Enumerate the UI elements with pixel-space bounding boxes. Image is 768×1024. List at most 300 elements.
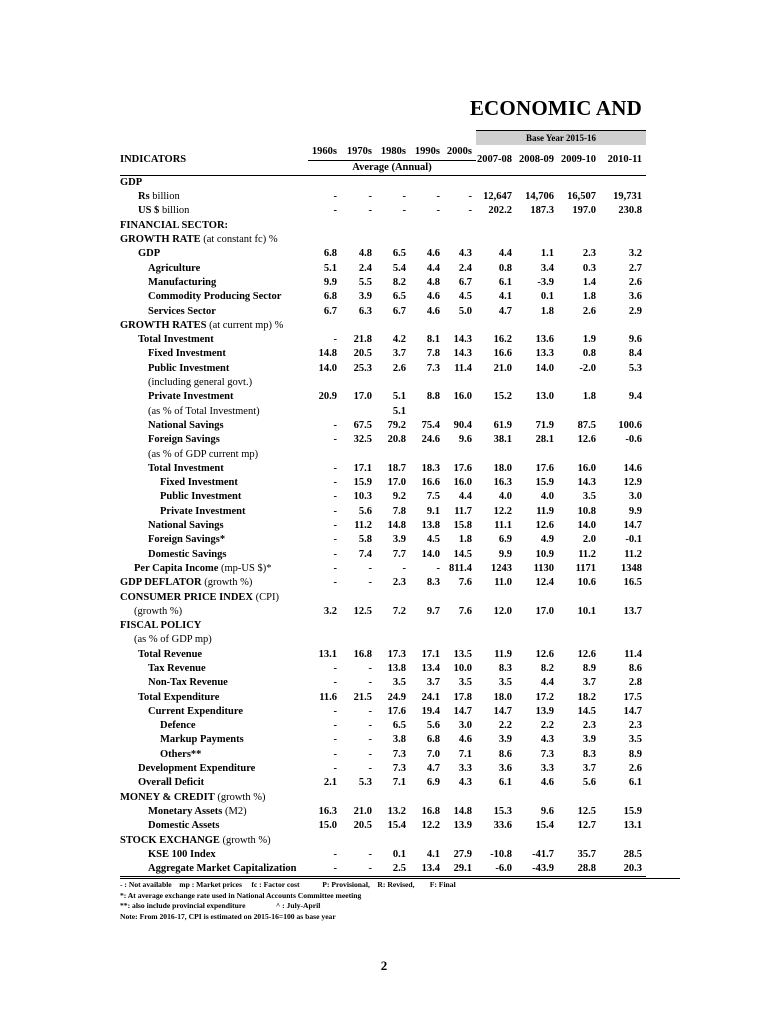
- value-cell: 2.3: [582, 720, 596, 732]
- value-cell: 2.1: [323, 777, 337, 789]
- value-cell: [444, 791, 476, 805]
- value-cell: 14.6: [623, 462, 642, 474]
- value-cell: 13.8: [387, 662, 406, 674]
- value-cell: [476, 319, 516, 333]
- value-cell: 8.6: [498, 748, 512, 760]
- value-cell: 12.6: [535, 648, 554, 660]
- value-cell: 7.8: [426, 348, 440, 360]
- table-row: [120, 233, 646, 247]
- value-cell: [308, 405, 341, 419]
- table-row: [120, 276, 646, 290]
- value-cell: 19,731: [613, 191, 642, 203]
- row-label-bold: Monetary Assets: [148, 805, 223, 817]
- value-cell: 9.9: [498, 548, 512, 560]
- value-cell: 4.4: [458, 491, 472, 503]
- value-cell: -10.8: [490, 848, 512, 860]
- table-row: [120, 219, 646, 233]
- value-cell: 13.2: [387, 805, 406, 817]
- value-cell: 71.9: [535, 419, 554, 431]
- value-cell: 20.3: [600, 862, 646, 877]
- value-cell: 17.1: [353, 462, 372, 474]
- value-cell: [558, 834, 600, 848]
- value-cell: 5.5: [358, 276, 372, 288]
- value-cell: 3.5: [392, 677, 406, 689]
- value-cell: 4.6: [540, 777, 554, 789]
- value-cell: [410, 448, 444, 462]
- value-cell: 18.0: [493, 691, 512, 703]
- row-label-bold: Tax Revenue: [148, 662, 206, 674]
- row-label-bold: GDP: [138, 248, 161, 260]
- value-cell: -: [333, 763, 337, 775]
- row-label-bold: Foreign Savings*: [148, 534, 226, 546]
- table-row: [120, 548, 646, 562]
- value-cell: 10.0: [453, 662, 472, 674]
- value-cell: 3.0: [628, 491, 642, 503]
- value-cell: 24.9: [387, 691, 406, 703]
- value-cell: [476, 834, 516, 848]
- row-label-note: (as % of Total Investment): [148, 405, 260, 417]
- value-cell: 2.5: [376, 862, 410, 877]
- value-cell: [600, 376, 646, 390]
- value-cell: 4.4: [540, 677, 554, 689]
- row-label: [120, 548, 308, 562]
- row-label-bold: Per Capita Income: [134, 562, 219, 574]
- row-label: [120, 619, 308, 633]
- value-cell: 2.6: [628, 276, 642, 288]
- value-cell: 17.0: [353, 391, 372, 403]
- value-cell: 2.0: [582, 534, 596, 546]
- row-label: [120, 605, 308, 619]
- value-cell: -0.1: [625, 534, 642, 546]
- value-cell: 1348: [621, 562, 642, 574]
- row-label-bold: Foreign Savings: [148, 434, 220, 446]
- value-cell: [376, 591, 410, 605]
- value-cell: 14.5: [453, 548, 472, 560]
- value-cell: [341, 405, 376, 419]
- value-cell: 3.2: [323, 605, 337, 617]
- value-cell: 20.9: [318, 391, 337, 403]
- value-cell: 13.8: [421, 520, 440, 532]
- table-row: [120, 448, 646, 462]
- value-cell: 16.0: [577, 462, 596, 474]
- value-cell: 6.7: [392, 305, 406, 317]
- value-cell: 2.4: [458, 262, 472, 274]
- value-cell: 0.8: [582, 348, 596, 360]
- value-cell: [376, 791, 410, 805]
- value-cell: 13.9: [535, 705, 554, 717]
- value-cell: [444, 376, 476, 390]
- value-cell: [558, 619, 600, 633]
- value-cell: 10.8: [577, 505, 596, 517]
- value-cell: 16.5: [623, 577, 642, 589]
- value-cell: 8.2: [392, 276, 406, 288]
- value-cell: [444, 633, 476, 647]
- value-cell: 3.5: [628, 734, 642, 746]
- row-label: [120, 419, 308, 433]
- value-cell: [410, 591, 444, 605]
- value-cell: 202.2: [488, 205, 512, 217]
- value-cell: [444, 319, 476, 333]
- value-cell: 7.6: [458, 605, 472, 617]
- value-cell: 6.5: [392, 248, 406, 260]
- row-label-note: (mp-US $)*: [218, 562, 272, 574]
- value-cell: 11.7: [454, 505, 472, 517]
- value-cell: 6.8: [426, 734, 440, 746]
- value-cell: 3.7: [426, 677, 440, 689]
- table-row: [120, 662, 646, 676]
- value-cell: 8.9: [628, 748, 642, 760]
- value-cell: -: [368, 677, 372, 689]
- value-cell: [341, 834, 376, 848]
- value-cell: 7.0: [426, 748, 440, 760]
- value-cell: [341, 619, 376, 633]
- value-cell: 13.1: [318, 648, 337, 660]
- value-cell: 6.8: [323, 248, 337, 260]
- value-cell: 35.7: [577, 848, 596, 860]
- row-label-bold: CONSUMER PRICE INDEX: [120, 591, 254, 603]
- value-cell: 17.5: [623, 691, 642, 703]
- value-cell: 17.6: [387, 705, 406, 717]
- value-cell: 8.3: [582, 748, 596, 760]
- table-row: [120, 762, 646, 776]
- value-cell: [558, 791, 600, 805]
- table-row: [120, 175, 646, 190]
- value-cell: 3.9: [582, 734, 596, 746]
- column-header: 1960s: [308, 145, 341, 160]
- row-label-bold: MONEY & CREDIT: [120, 791, 215, 803]
- value-cell: -: [468, 191, 472, 203]
- value-cell: 14.7: [453, 705, 472, 717]
- table-row: [120, 748, 646, 762]
- value-cell: 20.5: [353, 820, 372, 832]
- value-cell: [558, 448, 600, 462]
- value-cell: 15.3: [493, 805, 512, 817]
- value-cell: 5.6: [426, 720, 440, 732]
- value-cell: [376, 448, 410, 462]
- value-cell: 14.0: [421, 548, 440, 560]
- value-cell: 14.8: [387, 520, 406, 532]
- row-label: [120, 448, 308, 462]
- value-cell: 811.4: [448, 562, 472, 574]
- value-cell: [516, 834, 558, 848]
- value-cell: 6.1: [498, 777, 512, 789]
- value-cell: [476, 233, 516, 247]
- row-label: [120, 305, 308, 319]
- value-cell: 14.7: [623, 705, 642, 717]
- value-cell: 2.6: [392, 362, 406, 374]
- row-label-note: (as % of GDP mp): [134, 634, 212, 646]
- value-cell: 6.1: [628, 777, 642, 789]
- row-label: [120, 333, 308, 347]
- value-cell: -: [333, 734, 337, 746]
- value-cell: 11.2: [578, 548, 596, 560]
- value-cell: -2.0: [579, 362, 596, 374]
- value-cell: [444, 219, 476, 233]
- value-cell: 7.2: [392, 605, 406, 617]
- row-label: [120, 476, 308, 490]
- page-title: ECONOMIC AND: [469, 96, 642, 120]
- value-cell: 16.0: [453, 477, 472, 489]
- value-cell: 17.8: [453, 691, 472, 703]
- value-cell: 13.9: [453, 820, 472, 832]
- column-header: 1980s: [376, 145, 410, 160]
- value-cell: 14.7: [623, 520, 642, 532]
- value-cell: 8.4: [628, 348, 642, 360]
- value-cell: 24.6: [421, 434, 440, 446]
- value-cell: 11.4: [454, 362, 472, 374]
- indicators-header: INDICATORS: [120, 145, 308, 175]
- table-row: [120, 705, 646, 719]
- value-cell: 5.3: [358, 777, 372, 789]
- value-cell: 3.5: [458, 677, 472, 689]
- table-row: [120, 333, 646, 347]
- value-cell: [600, 591, 646, 605]
- value-cell: -: [341, 862, 376, 877]
- value-cell: 15.0: [318, 820, 337, 832]
- average-label: Average (Annual): [308, 160, 476, 175]
- value-cell: [376, 376, 410, 390]
- value-cell: -: [368, 662, 372, 674]
- value-cell: -: [368, 562, 372, 574]
- value-cell: 4.8: [426, 276, 440, 288]
- row-label-note: (growth %): [134, 605, 183, 617]
- row-label: [120, 262, 308, 276]
- table-row: [120, 204, 646, 218]
- value-cell: [476, 219, 516, 233]
- value-cell: 21.0: [353, 805, 372, 817]
- value-cell: -: [436, 562, 440, 574]
- value-cell: 4.6: [426, 248, 440, 260]
- value-cell: 14.8: [453, 805, 472, 817]
- table-row: [120, 490, 646, 504]
- row-label-bold: Development Expenditure: [138, 763, 256, 775]
- value-cell: 9.6: [628, 334, 642, 346]
- value-cell: [600, 405, 646, 419]
- value-cell: 0.3: [582, 262, 596, 274]
- value-cell: 14.3: [453, 334, 472, 346]
- row-label-bold: Public Investment: [160, 491, 242, 503]
- value-cell: -: [368, 205, 372, 217]
- column-header: 2009-10: [558, 145, 600, 175]
- table-row: [120, 433, 646, 447]
- row-label-bold: KSE 100 Index: [148, 848, 216, 860]
- value-cell: -: [402, 562, 406, 574]
- value-cell: 7.8: [392, 505, 406, 517]
- value-cell: [341, 791, 376, 805]
- value-cell: [476, 405, 516, 419]
- row-label: [120, 290, 308, 304]
- table-body: [120, 175, 646, 877]
- row-label-bold: Domestic Assets: [148, 820, 220, 832]
- row-label: [120, 648, 308, 662]
- value-cell: [308, 591, 341, 605]
- value-cell: [410, 791, 444, 805]
- row-label-note: (as % of GDP current mp): [148, 448, 259, 460]
- value-cell: 4.0: [540, 491, 554, 503]
- row-label: [120, 834, 308, 848]
- row-label: [120, 462, 308, 476]
- table-row: [120, 505, 646, 519]
- value-cell: 12.6: [577, 648, 596, 660]
- value-cell: -41.7: [532, 848, 554, 860]
- value-cell: 6.9: [498, 534, 512, 546]
- value-cell: 3.7: [582, 677, 596, 689]
- row-label: [120, 433, 308, 447]
- value-cell: 13.6: [535, 334, 554, 346]
- row-label: [120, 376, 308, 390]
- row-label-bold: Domestic Savings: [148, 548, 227, 560]
- value-cell: [444, 591, 476, 605]
- value-cell: 197.0: [572, 205, 596, 217]
- value-cell: 14.7: [493, 705, 512, 717]
- value-cell: 9.6: [458, 434, 472, 446]
- value-cell: 11.1: [494, 520, 512, 532]
- value-cell: 2.6: [582, 305, 596, 317]
- value-cell: -: [308, 862, 341, 877]
- value-cell: 4.4: [426, 262, 440, 274]
- value-cell: 6.8: [323, 291, 337, 303]
- value-cell: 16,507: [567, 191, 596, 203]
- value-cell: 5.0: [458, 305, 472, 317]
- value-cell: -: [368, 720, 372, 732]
- value-cell: 15.9: [353, 477, 372, 489]
- value-cell: 6.7: [323, 305, 337, 317]
- value-cell: 27.9: [453, 848, 472, 860]
- row-label-note: (M2): [222, 805, 247, 817]
- row-label-bold: Defence: [160, 720, 196, 732]
- table-row: [120, 648, 646, 662]
- value-cell: 3.2: [628, 248, 642, 260]
- row-label-bold: GROWTH RATE: [120, 234, 201, 246]
- value-cell: 9.1: [426, 505, 440, 517]
- value-cell: 38.1: [493, 434, 512, 446]
- table-row: [120, 533, 646, 547]
- row-label: [120, 819, 308, 833]
- value-cell: 8.9: [582, 662, 596, 674]
- value-cell: [600, 219, 646, 233]
- value-cell: 3.7: [392, 348, 406, 360]
- value-cell: 7.6: [458, 577, 472, 589]
- value-cell: [444, 834, 476, 848]
- row-label: [120, 505, 308, 519]
- row-label: [120, 562, 308, 576]
- row-label: [120, 405, 308, 419]
- value-cell: 1.8: [458, 534, 472, 546]
- value-cell: 79.2: [387, 419, 406, 431]
- indicators-table: [120, 130, 646, 877]
- value-cell: 4.0: [498, 491, 512, 503]
- value-cell: 14.3: [453, 348, 472, 360]
- value-cell: 1.8: [540, 305, 554, 317]
- value-cell: [444, 233, 476, 247]
- value-cell: -: [333, 677, 337, 689]
- value-cell: 24.1: [421, 691, 440, 703]
- value-cell: 16.6: [493, 348, 512, 360]
- value-cell: 7.3: [392, 748, 406, 760]
- value-cell: [444, 405, 476, 419]
- column-header: 1990s: [410, 145, 444, 160]
- value-cell: 2.4: [358, 262, 372, 274]
- value-cell: [308, 233, 341, 247]
- row-label-bold: Markup Payments: [160, 734, 244, 746]
- row-label-bold: Non-Tax Revenue: [148, 677, 228, 689]
- value-cell: 1.4: [582, 276, 596, 288]
- row-label-note: (at current mp) %: [206, 319, 284, 331]
- row-label: [120, 862, 308, 877]
- value-cell: 8.8: [426, 391, 440, 403]
- value-cell: [600, 633, 646, 647]
- value-cell: [308, 175, 341, 190]
- row-label: [120, 762, 308, 776]
- value-cell: 3.5: [498, 677, 512, 689]
- value-cell: 3.3: [540, 763, 554, 775]
- value-cell: [376, 175, 410, 190]
- value-cell: [444, 175, 476, 190]
- row-label: [120, 219, 308, 233]
- value-cell: 90.4: [453, 419, 472, 431]
- value-cell: 11.2: [354, 520, 372, 532]
- value-cell: 8.6: [628, 662, 642, 674]
- row-label-bold: US $: [138, 205, 160, 217]
- table-row: [120, 476, 646, 490]
- value-cell: 14.8: [318, 348, 337, 360]
- value-cell: -3.9: [537, 276, 554, 288]
- row-label-bold: Commodity Producing Sector: [148, 291, 282, 303]
- row-label-note: (including general govt.): [148, 377, 253, 389]
- table-row: [120, 376, 646, 390]
- value-cell: -: [368, 748, 372, 760]
- row-label: [120, 175, 308, 190]
- table-row: [120, 562, 646, 576]
- value-cell: -: [333, 662, 337, 674]
- value-cell: -: [333, 434, 337, 446]
- value-cell: 11.4: [624, 648, 642, 660]
- table-row: [120, 262, 646, 276]
- value-cell: 7.3: [540, 748, 554, 760]
- value-cell: 12.6: [535, 520, 554, 532]
- table-row: [120, 633, 646, 647]
- value-cell: -: [333, 548, 337, 560]
- value-cell: 14.5: [577, 705, 596, 717]
- table-row: [120, 576, 646, 590]
- value-cell: 4.1: [498, 291, 512, 303]
- value-cell: 12.2: [493, 505, 512, 517]
- row-label-bold: Manufacturing: [148, 276, 217, 288]
- value-cell: -: [333, 520, 337, 532]
- value-cell: 1171: [575, 562, 596, 574]
- table-row: [120, 848, 646, 862]
- value-cell: -: [402, 205, 406, 217]
- value-cell: [410, 619, 444, 633]
- value-cell: 11.2: [624, 548, 642, 560]
- row-label-note: billion: [159, 205, 190, 217]
- value-cell: -: [333, 748, 337, 760]
- value-cell: -: [402, 191, 406, 203]
- value-cell: 4.3: [458, 777, 472, 789]
- value-cell: [308, 376, 341, 390]
- table-row: [120, 462, 646, 476]
- value-cell: 16.2: [493, 334, 512, 346]
- value-cell: 4.6: [426, 305, 440, 317]
- value-cell: -: [368, 577, 372, 589]
- row-label: [120, 490, 308, 504]
- table-row: [120, 619, 646, 633]
- value-cell: 5.1: [392, 391, 406, 403]
- value-cell: [476, 591, 516, 605]
- value-cell: [376, 219, 410, 233]
- value-cell: 0.8: [498, 262, 512, 274]
- value-cell: 4.3: [540, 734, 554, 746]
